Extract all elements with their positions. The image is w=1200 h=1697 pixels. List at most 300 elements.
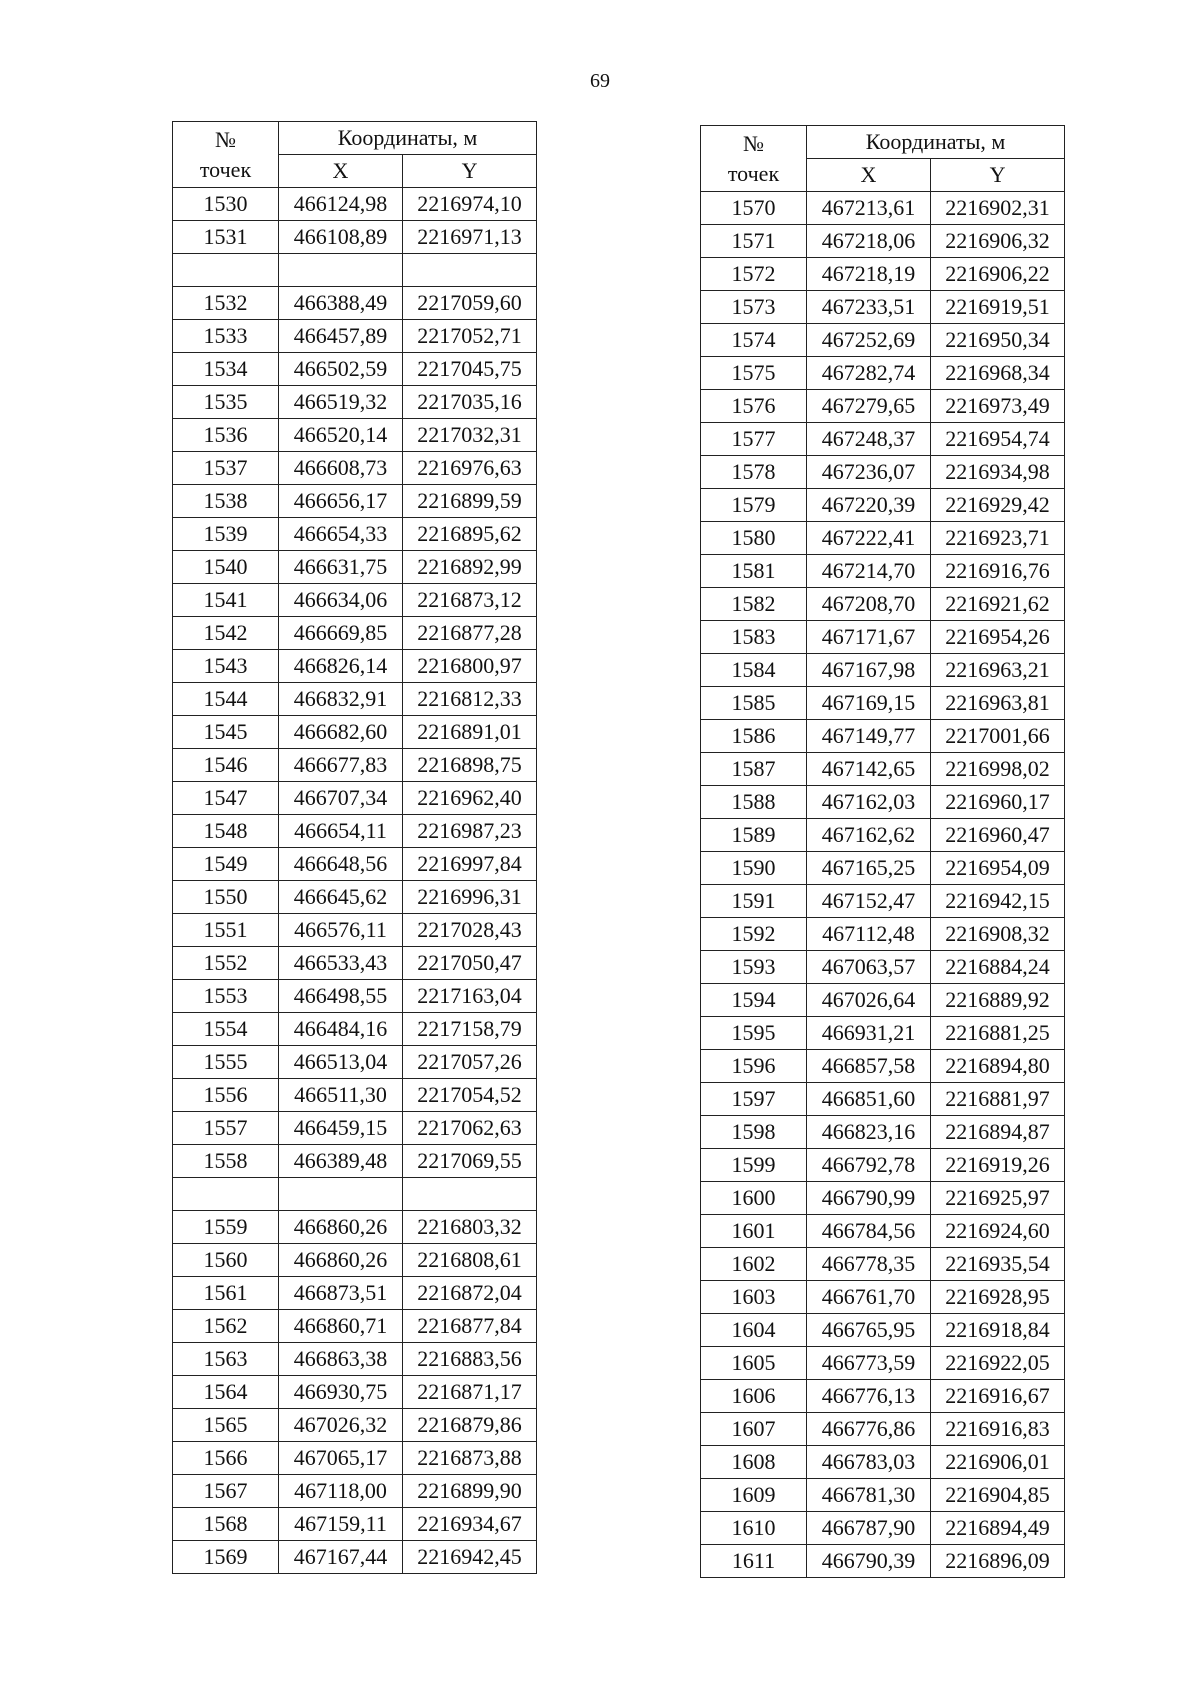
point-number-cell: 1534 <box>173 353 279 386</box>
point-number-cell: 1567 <box>173 1475 279 1508</box>
x-coordinate-cell: 466863,38 <box>279 1343 403 1376</box>
y-coordinate-cell: 2216971,13 <box>403 221 537 254</box>
point-number-cell: 1576 <box>701 390 807 423</box>
y-coordinate-cell: 2216954,74 <box>931 423 1065 456</box>
point-number-cell: 1555 <box>173 1046 279 1079</box>
x-coordinate-cell: 467167,98 <box>807 654 931 687</box>
point-number-cell: 1541 <box>173 584 279 617</box>
x-coordinate-cell: 466631,75 <box>279 551 403 584</box>
number-sign: № <box>743 130 764 156</box>
x-coordinate-cell: 466778,35 <box>807 1248 931 1281</box>
point-number-cell: 1562 <box>173 1310 279 1343</box>
y-coordinate-cell: 2216919,26 <box>931 1149 1065 1182</box>
table-row <box>173 1178 537 1211</box>
y-coordinate-cell: 2217001,66 <box>931 720 1065 753</box>
table-row <box>701 225 1065 258</box>
y-coordinate-cell: 2216962,40 <box>403 782 537 815</box>
x-coordinate-cell: 467214,70 <box>807 555 931 588</box>
table-row <box>173 1310 537 1343</box>
table-row <box>173 254 537 287</box>
table-row <box>701 1479 1065 1512</box>
y-coordinate-cell: 2216924,60 <box>931 1215 1065 1248</box>
y-coordinate-cell: 2216906,22 <box>931 258 1065 291</box>
x-coordinate-cell: 466765,95 <box>807 1314 931 1347</box>
point-number-cell: 1583 <box>701 621 807 654</box>
table-row <box>701 258 1065 291</box>
y-coordinate-cell: 2216904,85 <box>931 1479 1065 1512</box>
point-number-cell: 1548 <box>173 815 279 848</box>
point-number-cell: 1560 <box>173 1244 279 1277</box>
point-number-cell: 1542 <box>173 617 279 650</box>
x-coordinate-cell: 466634,06 <box>279 584 403 617</box>
x-coordinate-cell: 467165,25 <box>807 852 931 885</box>
point-number-cell: 1580 <box>701 522 807 555</box>
x-coordinate-cell: 466648,56 <box>279 848 403 881</box>
table-row <box>173 650 537 683</box>
table-row <box>701 522 1065 555</box>
table-row <box>173 947 537 980</box>
table-row <box>173 1277 537 1310</box>
x-coordinate-cell: 467282,74 <box>807 357 931 390</box>
table-row <box>701 885 1065 918</box>
x-coordinate-cell: 466790,39 <box>807 1545 931 1578</box>
x-coordinate-cell: 466645,62 <box>279 881 403 914</box>
y-coordinate-cell: 2216889,92 <box>931 984 1065 1017</box>
table-row <box>701 291 1065 324</box>
y-coordinate-cell: 2216881,25 <box>931 1017 1065 1050</box>
x-coordinate-cell: 466513,04 <box>279 1046 403 1079</box>
table-row <box>173 1475 537 1508</box>
table-row <box>173 419 537 452</box>
table-row <box>173 1079 537 1112</box>
table-row <box>701 753 1065 786</box>
table-row <box>173 980 537 1013</box>
point-number-cell: 1591 <box>701 885 807 918</box>
y-coordinate-cell: 2216902,31 <box>931 192 1065 225</box>
point-number-cell: 1601 <box>701 1215 807 1248</box>
point-number-cell: 1597 <box>701 1083 807 1116</box>
y-coordinate-cell: 2216973,49 <box>931 390 1065 423</box>
point-number-cell <box>173 254 279 287</box>
x-coordinate-cell: 467252,69 <box>807 324 931 357</box>
table-row <box>173 1541 537 1574</box>
point-number-cell: 1611 <box>701 1545 807 1578</box>
y-coordinate-cell: 2216899,59 <box>403 485 537 518</box>
y-coordinate-cell: 2216921,62 <box>931 588 1065 621</box>
point-number-cell: 1559 <box>173 1211 279 1244</box>
y-coordinate-cell: 2216872,04 <box>403 1277 537 1310</box>
point-number-cell: 1549 <box>173 848 279 881</box>
table-row <box>701 456 1065 489</box>
x-coordinate-cell: 467236,07 <box>807 456 931 489</box>
y-coordinate-cell: 2216974,10 <box>403 188 537 221</box>
y-coordinate-cell: 2216906,32 <box>931 225 1065 258</box>
point-number-cell: 1599 <box>701 1149 807 1182</box>
point-number-cell: 1592 <box>701 918 807 951</box>
x-coordinate-cell: 467112,48 <box>807 918 931 951</box>
y-coordinate-cell: 2217028,43 <box>403 914 537 947</box>
y-coordinate-cell <box>403 1178 537 1211</box>
x-coordinate-cell: 466781,30 <box>807 1479 931 1512</box>
point-number-cell: 1565 <box>173 1409 279 1442</box>
point-number-cell: 1590 <box>701 852 807 885</box>
table-row <box>701 1413 1065 1446</box>
y-coordinate-cell: 2217059,60 <box>403 287 537 320</box>
point-number-cell: 1554 <box>173 1013 279 1046</box>
table-row <box>701 1017 1065 1050</box>
coordinates-header: Координаты, м <box>279 122 537 155</box>
y-coordinate-cell: 2216908,32 <box>931 918 1065 951</box>
x-coordinate-cell: 466931,21 <box>807 1017 931 1050</box>
point-number-cell: 1593 <box>701 951 807 984</box>
coordinates-table-right <box>700 125 1065 1578</box>
table-row <box>701 819 1065 852</box>
point-number-cell: 1586 <box>701 720 807 753</box>
x-coordinate-cell: 466792,78 <box>807 1149 931 1182</box>
table-row <box>701 357 1065 390</box>
y-coordinate-cell <box>403 254 537 287</box>
x-coordinate-cell: 466533,43 <box>279 947 403 980</box>
point-number-cell: 1596 <box>701 1050 807 1083</box>
y-coordinate-cell: 2217045,75 <box>403 353 537 386</box>
table-row <box>701 1347 1065 1380</box>
table-row <box>701 1050 1065 1083</box>
x-coordinate-cell: 467118,00 <box>279 1475 403 1508</box>
y-coordinate-cell: 2216873,88 <box>403 1442 537 1475</box>
x-coordinate-cell: 466783,03 <box>807 1446 931 1479</box>
table-row <box>173 914 537 947</box>
table-row <box>701 786 1065 819</box>
y-coordinate-cell: 2216883,56 <box>403 1343 537 1376</box>
x-coordinate-cell: 467026,64 <box>807 984 931 1017</box>
x-coordinate-cell: 466860,26 <box>279 1244 403 1277</box>
y-coordinate-cell: 2216976,63 <box>403 452 537 485</box>
point-number-cell: 1569 <box>173 1541 279 1574</box>
point-number-cell: 1533 <box>173 320 279 353</box>
table-row <box>701 621 1065 654</box>
y-coordinate-cell: 2216996,31 <box>403 881 537 914</box>
table-row <box>173 1211 537 1244</box>
point-number-cell: 1570 <box>701 192 807 225</box>
page-number: 69 <box>590 70 610 92</box>
point-number-cell: 1610 <box>701 1512 807 1545</box>
x-coordinate-cell: 467162,03 <box>807 786 931 819</box>
y-coordinate-cell: 2216894,80 <box>931 1050 1065 1083</box>
point-number-cell: 1573 <box>701 291 807 324</box>
x-coordinate-cell: 466776,13 <box>807 1380 931 1413</box>
y-coordinate-cell: 2216916,67 <box>931 1380 1065 1413</box>
point-number-header <box>173 122 279 188</box>
table-row <box>173 749 537 782</box>
y-coordinate-cell: 2216922,05 <box>931 1347 1065 1380</box>
y-coordinate-cell: 2216954,09 <box>931 852 1065 885</box>
point-number-cell: 1543 <box>173 650 279 683</box>
point-number-cell: 1547 <box>173 782 279 815</box>
table-row <box>173 386 537 419</box>
table-row <box>701 951 1065 984</box>
y-coordinate-cell: 2216923,71 <box>931 522 1065 555</box>
table-row <box>173 1112 537 1145</box>
point-number-cell: 1609 <box>701 1479 807 1512</box>
x-coordinate-cell: 467213,61 <box>807 192 931 225</box>
point-number-cell: 1531 <box>173 221 279 254</box>
x-coordinate-cell: 467248,37 <box>807 423 931 456</box>
x-coordinate-cell: 467026,32 <box>279 1409 403 1442</box>
y-coordinate-cell: 2216916,76 <box>931 555 1065 588</box>
x-coordinate-cell: 466511,30 <box>279 1079 403 1112</box>
x-coordinate-cell: 467167,44 <box>279 1541 403 1574</box>
point-number-cell: 1552 <box>173 947 279 980</box>
x-coordinate-cell: 466459,15 <box>279 1112 403 1145</box>
x-coordinate-cell: 466860,26 <box>279 1211 403 1244</box>
point-number-cell: 1589 <box>701 819 807 852</box>
table-row <box>173 1442 537 1475</box>
x-coordinate-cell: 466707,34 <box>279 782 403 815</box>
point-number-cell: 1577 <box>701 423 807 456</box>
y-coordinate-cell: 2216871,17 <box>403 1376 537 1409</box>
y-coordinate-cell: 2217163,04 <box>403 980 537 1013</box>
point-number-cell <box>173 1178 279 1211</box>
y-coordinate-cell: 2216906,01 <box>931 1446 1065 1479</box>
y-coordinate-cell: 2216998,02 <box>931 753 1065 786</box>
coordinates-table-left <box>172 121 537 1574</box>
x-coordinate-cell: 466677,83 <box>279 749 403 782</box>
point-number-cell: 1558 <box>173 1145 279 1178</box>
point-number-cell: 1602 <box>701 1248 807 1281</box>
table-row <box>173 353 537 386</box>
points-label: точек <box>199 156 252 182</box>
table-row <box>701 1545 1065 1578</box>
point-number-header <box>701 126 807 192</box>
table-row <box>173 551 537 584</box>
y-coordinate-cell: 2217062,63 <box>403 1112 537 1145</box>
y-coordinate-cell: 2216934,67 <box>403 1508 537 1541</box>
x-coordinate-cell: 467218,19 <box>807 258 931 291</box>
table-row <box>173 848 537 881</box>
table-row <box>173 1013 537 1046</box>
point-number-cell: 1572 <box>701 258 807 291</box>
y-coordinate-cell: 2217050,47 <box>403 947 537 980</box>
y-coordinate-cell: 2216935,54 <box>931 1248 1065 1281</box>
table-row <box>173 221 537 254</box>
point-number-cell: 1539 <box>173 518 279 551</box>
point-number-cell: 1574 <box>701 324 807 357</box>
x-coordinate-cell: 467065,17 <box>279 1442 403 1475</box>
point-number-cell: 1563 <box>173 1343 279 1376</box>
x-coordinate-cell: 466773,59 <box>807 1347 931 1380</box>
x-coordinate-cell: 466930,75 <box>279 1376 403 1409</box>
table-row <box>701 555 1065 588</box>
y-header: Y <box>403 155 537 188</box>
x-coordinate-cell: 467208,70 <box>807 588 931 621</box>
y-coordinate-cell: 2216803,32 <box>403 1211 537 1244</box>
table-row <box>173 1046 537 1079</box>
y-coordinate-cell: 2216954,26 <box>931 621 1065 654</box>
y-coordinate-cell: 2216934,98 <box>931 456 1065 489</box>
table-row <box>701 324 1065 357</box>
y-coordinate-cell: 2217054,52 <box>403 1079 537 1112</box>
table-body <box>173 188 537 1574</box>
y-coordinate-cell: 2216928,95 <box>931 1281 1065 1314</box>
x-coordinate-cell: 466784,56 <box>807 1215 931 1248</box>
y-coordinate-cell: 2216891,01 <box>403 716 537 749</box>
x-header: X <box>279 155 403 188</box>
y-coordinate-cell: 2216800,97 <box>403 650 537 683</box>
y-coordinate-cell: 2216919,51 <box>931 291 1065 324</box>
y-coordinate-cell: 2216925,97 <box>931 1182 1065 1215</box>
point-number-cell: 1600 <box>701 1182 807 1215</box>
table-row <box>701 192 1065 225</box>
point-number-cell: 1588 <box>701 786 807 819</box>
point-number-cell: 1556 <box>173 1079 279 1112</box>
point-number-cell: 1545 <box>173 716 279 749</box>
y-coordinate-cell: 2217052,71 <box>403 320 537 353</box>
table-row <box>701 423 1065 456</box>
y-coordinate-cell: 2217158,79 <box>403 1013 537 1046</box>
y-coordinate-cell: 2216987,23 <box>403 815 537 848</box>
y-coordinate-cell: 2216896,09 <box>931 1545 1065 1578</box>
point-number-cell: 1553 <box>173 980 279 1013</box>
point-number-cell: 1532 <box>173 287 279 320</box>
y-coordinate-cell: 2216929,42 <box>931 489 1065 522</box>
x-coordinate-cell: 467152,47 <box>807 885 931 918</box>
y-coordinate-cell: 2216997,84 <box>403 848 537 881</box>
table-row <box>701 687 1065 720</box>
y-coordinate-cell: 2216879,86 <box>403 1409 537 1442</box>
x-coordinate-cell: 466826,14 <box>279 650 403 683</box>
table-row <box>173 782 537 815</box>
x-coordinate-cell: 467063,57 <box>807 951 931 984</box>
table-row <box>173 1376 537 1409</box>
point-number-cell: 1535 <box>173 386 279 419</box>
table-row <box>173 485 537 518</box>
x-coordinate-cell <box>279 254 403 287</box>
table-row <box>701 1380 1065 1413</box>
y-coordinate-cell: 2216898,75 <box>403 749 537 782</box>
point-number-cell: 1607 <box>701 1413 807 1446</box>
table-row <box>173 518 537 551</box>
point-number-cell: 1546 <box>173 749 279 782</box>
point-number-cell: 1557 <box>173 1112 279 1145</box>
x-coordinate-cell: 466790,99 <box>807 1182 931 1215</box>
y-coordinate-cell: 2216960,17 <box>931 786 1065 819</box>
table-row <box>173 320 537 353</box>
table-row <box>701 1446 1065 1479</box>
x-coordinate-cell: 467171,67 <box>807 621 931 654</box>
y-coordinate-cell: 2216942,45 <box>403 1541 537 1574</box>
x-coordinate-cell: 466873,51 <box>279 1277 403 1310</box>
point-number-cell: 1536 <box>173 419 279 452</box>
table-row <box>701 1248 1065 1281</box>
y-coordinate-cell: 2216894,49 <box>931 1512 1065 1545</box>
x-coordinate-cell: 466654,11 <box>279 815 403 848</box>
x-coordinate-cell: 466519,32 <box>279 386 403 419</box>
x-coordinate-cell: 467218,06 <box>807 225 931 258</box>
table-row <box>701 1281 1065 1314</box>
x-coordinate-cell: 466389,48 <box>279 1145 403 1178</box>
table-header <box>173 122 537 188</box>
x-coordinate-cell: 466823,16 <box>807 1116 931 1149</box>
point-number-cell: 1582 <box>701 588 807 621</box>
table-row <box>701 654 1065 687</box>
table-row <box>701 390 1065 423</box>
point-number-cell: 1584 <box>701 654 807 687</box>
point-number-cell: 1587 <box>701 753 807 786</box>
x-coordinate-cell: 466108,89 <box>279 221 403 254</box>
y-coordinate-cell: 2216942,15 <box>931 885 1065 918</box>
point-number-cell: 1568 <box>173 1508 279 1541</box>
x-coordinate-cell: 466654,33 <box>279 518 403 551</box>
point-number-cell: 1585 <box>701 687 807 720</box>
y-coordinate-cell: 2216894,87 <box>931 1116 1065 1149</box>
x-coordinate-cell: 466860,71 <box>279 1310 403 1343</box>
table-row <box>173 716 537 749</box>
y-coordinate-cell: 2216916,83 <box>931 1413 1065 1446</box>
y-coordinate-cell: 2217035,16 <box>403 386 537 419</box>
table-row <box>701 720 1065 753</box>
x-coordinate-cell: 467279,65 <box>807 390 931 423</box>
point-number-cell: 1605 <box>701 1347 807 1380</box>
points-label: точек <box>727 160 780 186</box>
table-row <box>173 1343 537 1376</box>
y-coordinate-cell: 2216968,34 <box>931 357 1065 390</box>
table-row <box>701 588 1065 621</box>
point-number-cell: 1561 <box>173 1277 279 1310</box>
y-coordinate-cell: 2216895,62 <box>403 518 537 551</box>
x-coordinate-cell: 466776,86 <box>807 1413 931 1446</box>
x-coordinate-cell: 466484,16 <box>279 1013 403 1046</box>
table-row <box>173 1508 537 1541</box>
y-coordinate-cell: 2217069,55 <box>403 1145 537 1178</box>
point-number-cell: 1603 <box>701 1281 807 1314</box>
point-number-cell: 1604 <box>701 1314 807 1347</box>
x-coordinate-cell: 466457,89 <box>279 320 403 353</box>
y-coordinate-cell: 2216963,21 <box>931 654 1065 687</box>
y-coordinate-cell: 2217032,31 <box>403 419 537 452</box>
number-sign: № <box>215 126 236 152</box>
table-row <box>701 1182 1065 1215</box>
x-coordinate-cell: 466520,14 <box>279 419 403 452</box>
table-row <box>173 1145 537 1178</box>
x-coordinate-cell: 466761,70 <box>807 1281 931 1314</box>
x-coordinate-cell: 466669,85 <box>279 617 403 650</box>
y-coordinate-cell: 2216918,84 <box>931 1314 1065 1347</box>
x-coordinate-cell: 467142,65 <box>807 753 931 786</box>
y-coordinate-cell: 2216877,28 <box>403 617 537 650</box>
x-coordinate-cell: 466608,73 <box>279 452 403 485</box>
x-coordinate-cell: 466502,59 <box>279 353 403 386</box>
table-row <box>701 1149 1065 1182</box>
y-coordinate-cell: 2216899,90 <box>403 1475 537 1508</box>
y-coordinate-cell: 2216881,97 <box>931 1083 1065 1116</box>
point-number-cell: 1564 <box>173 1376 279 1409</box>
x-coordinate-cell: 466388,49 <box>279 287 403 320</box>
point-number-cell: 1606 <box>701 1380 807 1413</box>
table-row <box>701 1512 1065 1545</box>
y-coordinate-cell: 2216873,12 <box>403 584 537 617</box>
point-number-cell: 1598 <box>701 1116 807 1149</box>
y-coordinate-cell: 2216960,47 <box>931 819 1065 852</box>
y-coordinate-cell: 2216950,34 <box>931 324 1065 357</box>
x-coordinate-cell: 466787,90 <box>807 1512 931 1545</box>
point-number-cell: 1551 <box>173 914 279 947</box>
x-coordinate-cell: 467233,51 <box>807 291 931 324</box>
point-number-cell: 1571 <box>701 225 807 258</box>
x-coordinate-cell: 466124,98 <box>279 188 403 221</box>
table-header <box>701 126 1065 192</box>
y-header: Y <box>931 159 1065 192</box>
x-coordinate-cell: 467159,11 <box>279 1508 403 1541</box>
